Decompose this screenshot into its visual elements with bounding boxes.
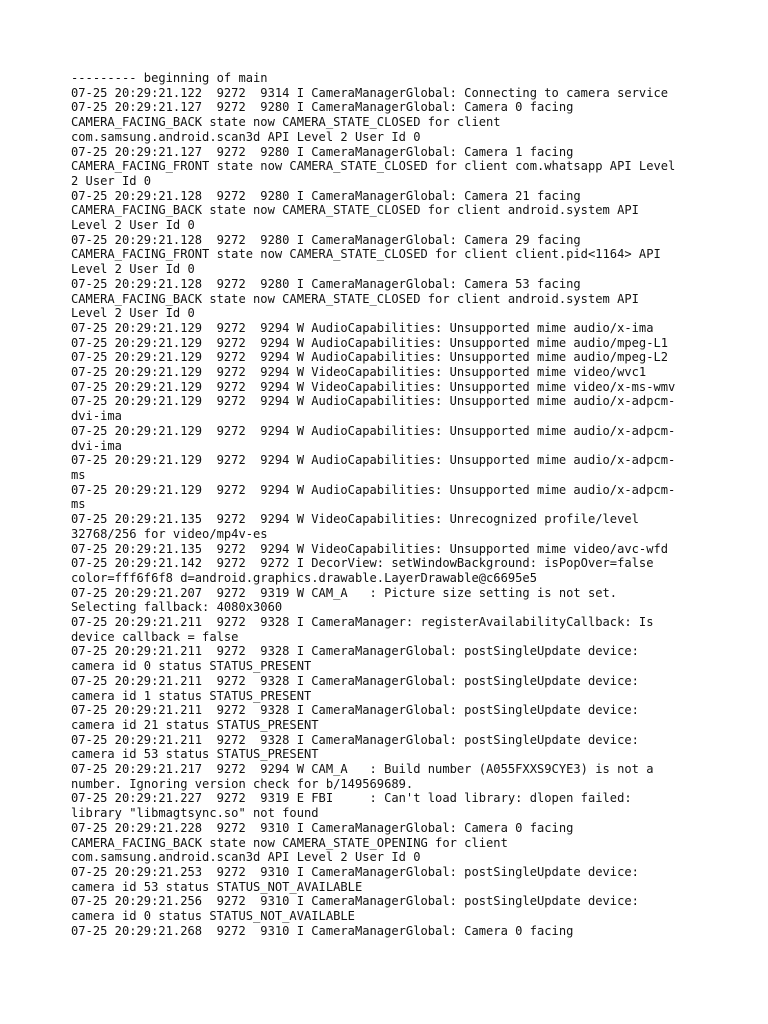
log-line: CAMERA_FACING_BACK state now CAMERA_STATE_OPENING for client	[71, 835, 508, 850]
log-line: library "libmagtsync.so" not found	[71, 806, 319, 821]
log-line: 07-25 20:29:21.129 9272 9294 W AudioCapabilities: Unsupported mime audio/x-adpcm-	[71, 453, 676, 468]
log-line: camera id 53 status STATUS_PRESENT	[71, 747, 319, 762]
log-line: 07-25 20:29:21.127 9272 9280 I CameraManagerGlobal: Camera 0 facing	[71, 100, 574, 115]
log-line: ms	[71, 497, 86, 512]
log-line: color=fff6f6f8 d=android.graphics.drawable.LayerDrawable@c6695e5	[71, 570, 537, 585]
log-line: --------- beginning of main	[71, 71, 268, 85]
log-line: 07-25 20:29:21.217 9272 9294 W CAM_A : Build number (A055FXXS9CYE3) is not a	[71, 762, 654, 777]
log-line: camera id 0 status STATUS_PRESENT	[71, 659, 312, 674]
log-line: Selecting fallback: 4080x3060	[71, 600, 283, 615]
log-line: 07-25 20:29:21.135 9272 9294 W VideoCapabilities: Unrecognized profile/level	[71, 512, 639, 527]
log-line: 07-25 20:29:21.129 9272 9294 W AudioCapabilities: Unsupported mime audio/x-ima	[71, 320, 654, 335]
log-line: Level 2 User Id 0	[71, 262, 195, 277]
log-line: CAMERA_FACING_BACK state now CAMERA_STATE_CLOSED for client android.system API	[71, 291, 639, 306]
log-line: 07-25 20:29:21.128 9272 9280 I CameraManagerGlobal: Camera 53 facing	[71, 276, 581, 291]
log-line: camera id 0 status STATUS_NOT_AVAILABLE	[71, 909, 355, 924]
log-line: 07-25 20:29:21.211 9272 9328 I CameraManager: registerAvailabilityCallback: Is	[71, 615, 654, 630]
log-line: 07-25 20:29:21.135 9272 9294 W VideoCapabilities: Unsupported mime video/avc-wfd	[71, 541, 669, 556]
log-line: 07-25 20:29:21.207 9272 9319 W CAM_A : Picture size setting is not set.	[71, 585, 618, 600]
log-line: 07-25 20:29:21.228 9272 9310 I CameraManagerGlobal: Camera 0 facing	[71, 820, 574, 835]
log-line: 07-25 20:29:21.129 9272 9294 W VideoCapabilities: Unsupported mime video/x-ms-wmv	[71, 379, 676, 394]
log-line: dvi-ima	[71, 438, 122, 453]
log-document	[71, 71, 711, 938]
log-line: 07-25 20:29:21.256 9272 9310 I CameraManagerGlobal: postSingleUpdate device:	[71, 894, 639, 909]
log-line: 07-25 20:29:21.227 9272 9319 E FBI : Can't load library: dlopen failed:	[71, 791, 632, 806]
log-line: 07-25 20:29:21.129 9272 9294 W AudioCapabilities: Unsupported mime audio/x-adpcm-	[71, 482, 676, 497]
log-line: com.samsung.android.scan3d API Level 2 User Id 0	[71, 850, 421, 865]
log-line: 07-25 20:29:21.129 9272 9294 W AudioCapabilities: Unsupported mime audio/mpeg-L1	[71, 335, 669, 350]
log-line: 07-25 20:29:21.211 9272 9328 I CameraManagerGlobal: postSingleUpdate device:	[71, 732, 639, 747]
log-line: CAMERA_FACING_FRONT state now CAMERA_STATE_CLOSED for client client.pid<1164> API	[71, 247, 661, 262]
log-line: 07-25 20:29:21.129 9272 9294 W AudioCapabilities: Unsupported mime audio/x-adpcm-	[71, 423, 676, 438]
log-line: CAMERA_FACING_BACK state now CAMERA_STATE_CLOSED for client	[71, 115, 501, 130]
log-line: 07-25 20:29:21.129 9272 9294 W AudioCapabilities: Unsupported mime audio/mpeg-L2	[71, 350, 669, 365]
log-line: number. Ignoring version check for b/149569689.	[71, 776, 414, 791]
log-line: ms	[71, 467, 86, 482]
log-line: 07-25 20:29:21.142 9272 9272 I DecorView: setWindowBackground: isPopOver=false	[71, 556, 654, 571]
log-line: camera id 1 status STATUS_PRESENT	[71, 688, 312, 703]
log-line: device callback = false	[71, 629, 239, 644]
log-line: CAMERA_FACING_BACK state now CAMERA_STATE_CLOSED for client android.system API	[71, 203, 639, 218]
log-line: 07-25 20:29:21.253 9272 9310 I CameraManagerGlobal: postSingleUpdate device:	[71, 864, 639, 879]
log-line: 07-25 20:29:21.211 9272 9328 I CameraManagerGlobal: postSingleUpdate device:	[71, 644, 639, 659]
log-line: dvi-ima	[71, 409, 122, 424]
log-line: Level 2 User Id 0	[71, 218, 195, 233]
log-line: 07-25 20:29:21.129 9272 9294 W VideoCapabilities: Unsupported mime video/wvc1	[71, 365, 647, 380]
log-line: 07-25 20:29:21.127 9272 9280 I CameraManagerGlobal: Camera 1 facing	[71, 144, 574, 159]
log-text-body	[71, 71, 711, 938]
log-line: 32768/256 for video/mp4v-es	[71, 526, 268, 541]
log-line: CAMERA_FACING_FRONT state now CAMERA_STATE_CLOSED for client com.whatsapp API Level	[71, 159, 676, 174]
log-line: 07-25 20:29:21.122 9272 9314 I CameraManagerGlobal: Connecting to camera service	[71, 85, 669, 100]
log-line: camera id 53 status STATUS_NOT_AVAILABLE	[71, 879, 363, 894]
log-line: 07-25 20:29:21.128 9272 9280 I CameraManagerGlobal: Camera 21 facing	[71, 188, 581, 203]
log-line: 07-25 20:29:21.129 9272 9294 W AudioCapabilities: Unsupported mime audio/x-adpcm-	[71, 394, 676, 409]
log-line: Level 2 User Id 0	[71, 306, 195, 321]
log-line: 2 User Id 0	[71, 173, 152, 188]
log-line: 07-25 20:29:21.211 9272 9328 I CameraManagerGlobal: postSingleUpdate device:	[71, 673, 639, 688]
log-line: 07-25 20:29:21.268 9272 9310 I CameraManagerGlobal: Camera 0 facing	[71, 923, 574, 938]
log-line: 07-25 20:29:21.128 9272 9280 I CameraManagerGlobal: Camera 29 facing	[71, 232, 581, 247]
log-line: com.samsung.android.scan3d API Level 2 User Id 0	[71, 129, 421, 144]
log-line: camera id 21 status STATUS_PRESENT	[71, 717, 319, 732]
log-line: 07-25 20:29:21.211 9272 9328 I CameraManagerGlobal: postSingleUpdate device:	[71, 703, 639, 718]
